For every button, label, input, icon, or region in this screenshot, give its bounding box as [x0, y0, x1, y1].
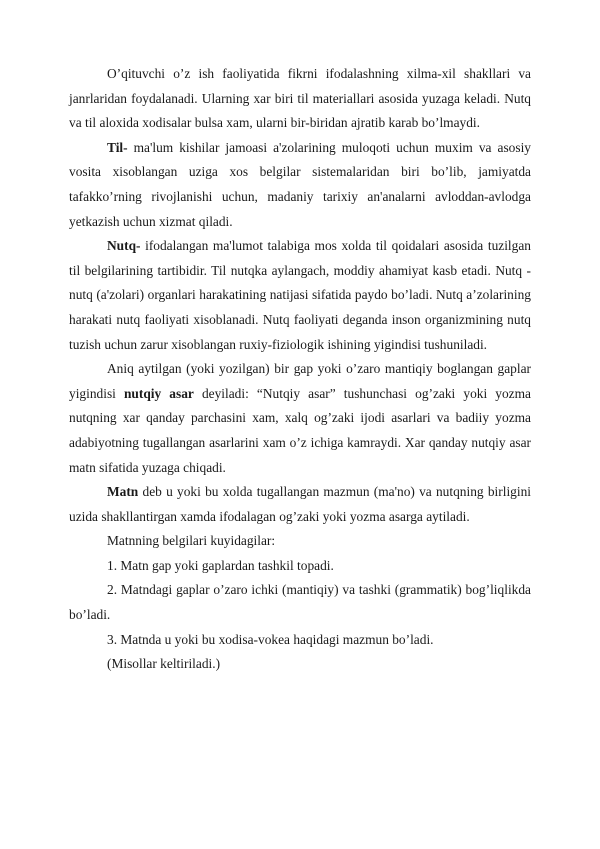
paragraph-text: ifodalangan ma'lumot talabiga mos xolda til qoidalari asosida tuzilgan til belgilarining tartibidir. Til nutqka aylangach, moddiy ahamiyat kasb etadi. Nutq - nutq (a'zolari) organlari harakatining natijasi sifatida paydo bo’ladi. Nutq a’zolarining harakati nutq faoliyati xisoblanadi. Nutq faoliyati deganda inson organizmining nutq tuzish uchun zarur xisoblangan ruxiy-fiziologik ishining yigindisi tushuniladi.	[69, 238, 531, 352]
term-til: Til-	[107, 139, 128, 155]
paragraph-intro	[69, 62, 531, 136]
document-body	[69, 62, 531, 677]
paragraph-nutq-definition	[69, 234, 531, 357]
paragraph-text: deb u yoki bu xolda tugallangan mazmun (ma'no) va nutqning birligini uzida shakllantirgan xamda ifodalagan og’zaki yoki yozma asarga aytiladi.	[69, 484, 531, 524]
term-matn: Matn	[107, 484, 139, 500]
paragraph-nutqiy-asar-definition	[69, 357, 531, 480]
paragraph-til-definition	[69, 136, 531, 234]
list-item: 1. Matn gap yoki gaplardan tashkil topadi.	[107, 557, 334, 573]
paragraph-text: ma'lum kishilar jamoasi a'zolarining muloqoti uchun muxim va asosiy vosita xisoblangan uziga xos belgilar sistemalaridan biri bo’lib, jamiyatda tafakko’rning rivojlanishi uchun, madaniy tarixiy an'analarni avloddan-avlodga yetkazish uchun xizmat qiladi.	[69, 139, 531, 229]
paragraph-matn-definition	[69, 480, 531, 529]
term-nutqiy-asar: nutqiy asar	[123, 385, 194, 401]
closing-note: (Misollar keltiriladi.)	[107, 656, 221, 672]
paragraph-text-before-term: Aniq aytilgan (yoki yozilgan) bir gap yoki o’zaro mantiqiy boglangan gaplar yigindisi	[69, 361, 531, 401]
list-intro: Matnning belgilari kuyidagilar:	[107, 533, 276, 549]
paragraph-text: deyiladi: “Nutqiy asar” tushunchasi og’zaki yoki yozma nutqning xar qanday parchasini xam, xalq og’zaki ijodi asarlari va badiiy yozma adabiyotning tugallangan asarlarini xam o’z ichiga kamraydi. Xar qanday nutqiy asar matn sifatida yuzaga chiqadi.	[69, 385, 531, 475]
term-nutq: Nutq-	[107, 238, 141, 254]
paragraph-text: O’qituvchi o’z ish faoliyatida fikrni ifodalashning xilma-xil shakllari va janrlaridan foydalanadi. Ularning xar biri til materiallari asosida yuzaga keladi. Nutq va til aloxida xodisalar bulsa xam, ularni bir-biridan ajratib karab bo’lmaydi.	[69, 66, 531, 131]
list-item: 2. Matndagi gaplar o’zaro ichki (mantiqiy) va tashki (grammatik) bog’liqlikda bo’ladi.	[69, 582, 531, 623]
list-item: 3. Matnda u yoki bu xodisa-vokea haqidagi mazmun bo’ladi.	[107, 631, 434, 647]
